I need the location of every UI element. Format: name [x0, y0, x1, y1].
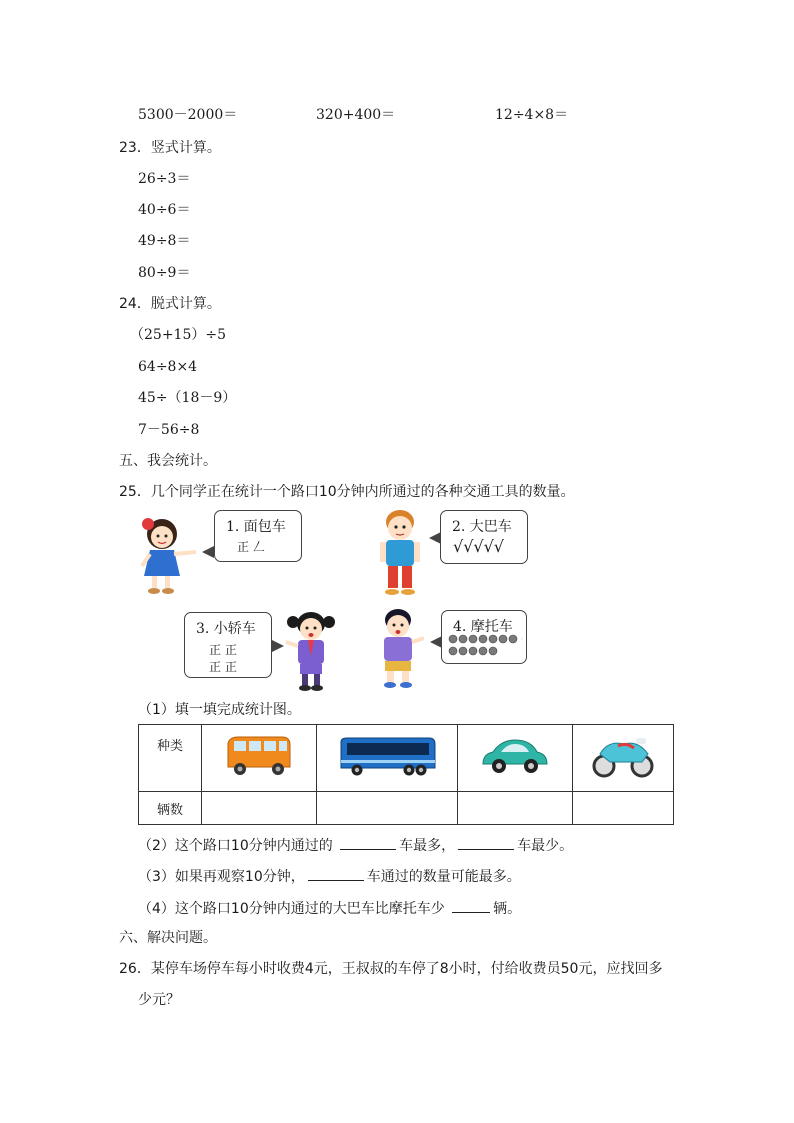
section-5-heading: 五、我会统计。: [119, 453, 217, 469]
bus-cell: [317, 725, 458, 792]
bubble-label: 2. 大巴车: [452, 519, 512, 535]
q23-item: 26÷3＝: [138, 171, 191, 187]
motorcycle-cell: [573, 725, 674, 792]
q26-line2: 少元？: [138, 992, 180, 1008]
q25-title: 25．几个同学正在统计一个路口10分钟内所通过的各种交通工具的数量。: [119, 484, 575, 500]
q26-line1: 26．某停车场停车每小时收费4元，王叔叔的车停了8小时，付给收费员50元，应找回多: [119, 961, 663, 977]
calc-3: 12÷4×8＝: [495, 107, 569, 123]
motorcycle-icon: [590, 732, 656, 780]
row-head-kind: [139, 725, 202, 792]
sub2-text-a: （2）这个路口10分钟内通过的: [138, 838, 338, 854]
statistics-table: [138, 724, 674, 825]
calc-1: 5300－2000＝: [138, 107, 238, 123]
boy-blue-shirt-illustration: [374, 506, 426, 598]
dot-count-icon: [448, 633, 524, 659]
q25-sub4: [138, 898, 521, 918]
sub3-text-b: 车通过的数量可能最多。: [366, 869, 521, 885]
q25-sub2: [138, 835, 573, 855]
speech-bubble-car: [184, 612, 272, 678]
sub2-text-b: 车最多，: [399, 838, 456, 854]
count-label: 辆数: [156, 802, 183, 818]
bubble-label: 3. 小轿车: [196, 621, 256, 637]
row-head-count: [139, 792, 202, 825]
van-icon: [224, 733, 294, 779]
q24-item: （25+15）÷5: [130, 327, 226, 343]
calc-2: 320+400＝: [316, 107, 396, 123]
tally-marks: 正 正: [209, 660, 237, 674]
van-count-input[interactable]: [202, 792, 317, 825]
q24-item: 7－56÷8: [138, 422, 200, 438]
speech-bubble-motorcycle: [441, 610, 527, 664]
q23-item: 80÷9＝: [138, 265, 191, 281]
girl-pigtails-illustration: [284, 608, 338, 692]
q24-item: 45÷（18－9）: [138, 390, 237, 406]
answer-blank-prediction[interactable]: [308, 866, 364, 881]
car-count-input[interactable]: [458, 792, 573, 825]
bus-count-input[interactable]: [317, 792, 458, 825]
q23-item: 49÷8＝: [138, 233, 191, 249]
tally-checks: √√√√√: [453, 537, 504, 556]
tally-marks: 正 𠃋: [237, 540, 265, 554]
car-icon: [479, 734, 551, 778]
bubble-tail: [272, 640, 284, 652]
sub4-text-b: 辆。: [493, 901, 522, 917]
motorcycle-count-input[interactable]: [573, 792, 674, 825]
kind-label: 种类: [156, 739, 183, 754]
bubble-label: 4. 摩托车: [453, 619, 513, 635]
q24-item: 64÷8×4: [138, 359, 198, 375]
section-6-heading: 六、解决问题。: [119, 930, 217, 946]
bus-icon: [337, 734, 437, 778]
sub3-text-a: （3）如果再观察10分钟，: [138, 869, 305, 885]
bubble-tail: [429, 532, 441, 544]
q25-sub3: [138, 866, 521, 886]
bubble-tail: [202, 546, 214, 558]
sub2-text-c: 车最少。: [517, 838, 574, 854]
car-cell: [458, 725, 573, 792]
answer-blank-most[interactable]: [340, 835, 396, 850]
q24-title: 24．脱式计算。: [119, 296, 221, 312]
answer-blank-least[interactable]: [458, 835, 514, 850]
answer-blank-difference[interactable]: [452, 898, 490, 913]
sub4-text-a: （4）这个路口10分钟内通过的大巴车比摩托车少: [138, 901, 450, 917]
speech-bubble-van: [214, 510, 302, 562]
van-cell: [202, 725, 317, 792]
boy-purple-shirt-illustration: [372, 606, 424, 690]
q23-title: 23．竖式计算。: [119, 140, 221, 156]
speech-bubble-bus: [440, 510, 528, 564]
tally-marks: 正 正: [209, 643, 237, 657]
bubble-label: 1. 面包车: [226, 519, 286, 535]
girl-with-bow-illustration: [136, 514, 200, 596]
q25-sub1: （1）填一填完成统计图。: [138, 702, 301, 718]
q23-item: 40÷6＝: [138, 202, 191, 218]
